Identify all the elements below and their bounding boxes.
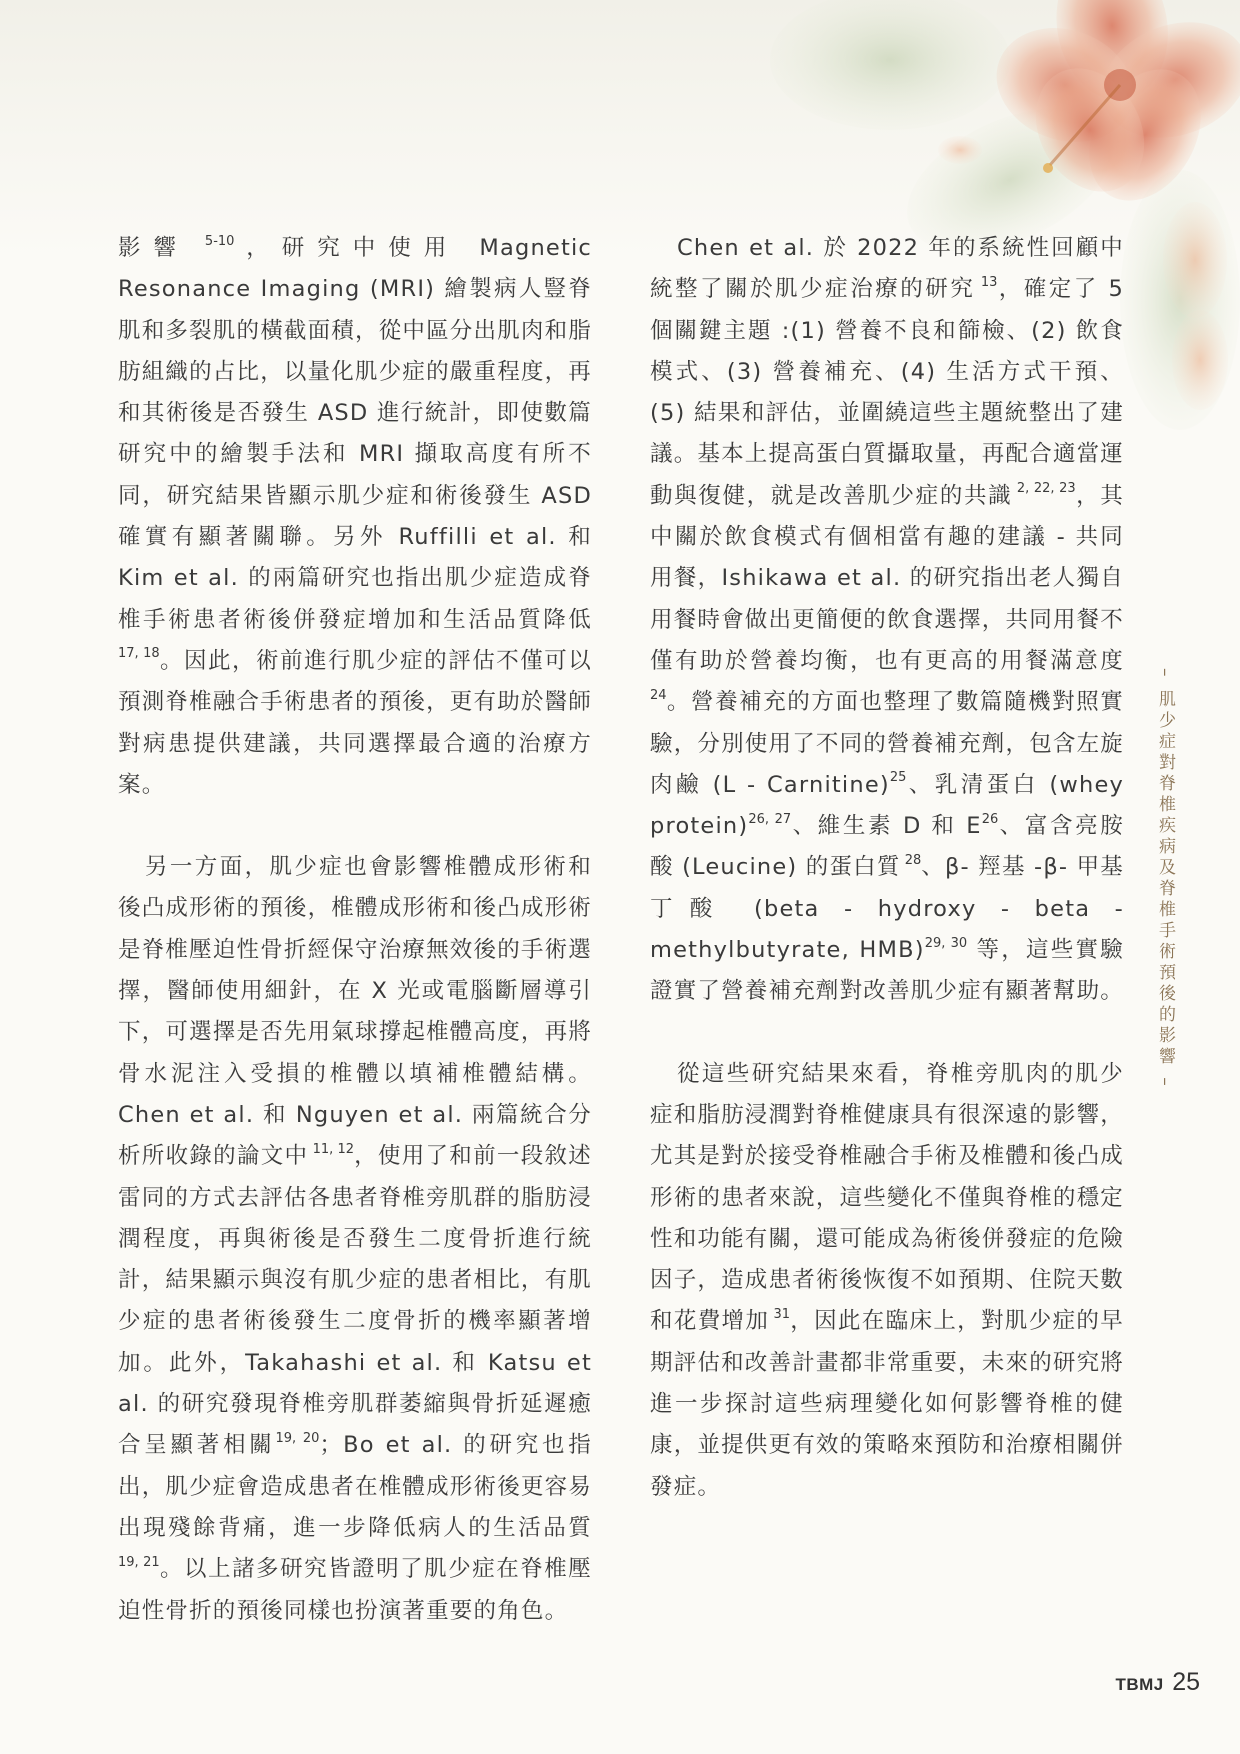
citation-superscript: 5-10: [189, 233, 235, 249]
citation-superscript: 26: [981, 811, 999, 827]
text-run: ，確定了 5 個關鍵主題 :(1) 營養不良和篩檢、(2) 飲食模式、(3) 營養補充、(4) 生活方式干預、(5) 結果和評估，並圍繞這些主題統整出了建議。基本上提高蛋白質攝取量，再配合適當運動與復健，就是改善肌少症的共識: [650, 276, 1125, 509]
citation-superscript: 31: [769, 1306, 791, 1322]
citation-superscript: 29, 30: [924, 935, 968, 951]
text-run: 。營養補充的方面也整理了數篇隨機對照實驗，分別使用了不同的營養補充劑，包含左旋肉鹼 (L - Carnitine): [650, 689, 1125, 798]
citation-superscript: 17, 18: [118, 646, 160, 662]
citation-superscript: 13: [975, 274, 998, 290]
page-footer: [1115, 1668, 1200, 1697]
text-run: 。以上諸多研究皆證明了肌少症在脊椎壓迫性骨折的預後同樣也扮演著重要的角色。: [118, 1556, 592, 1624]
paragraph-treatment-review: [650, 228, 1124, 1013]
citation-superscript: 28: [900, 852, 922, 868]
text-run: ，其中關於飲食模式有個相當有趣的建議 - 共同用餐，Ishikawa et al. 的研究指出老人獨自用餐時會做出更簡便的飲食選擇，共同用餐不僅有助於營養均衡，也有更高的用餐滿意度: [650, 482, 1125, 674]
paragraph-continuation: [118, 228, 592, 806]
text-run: 。因此，術前進行肌少症的評估不僅可以預測脊椎融合手術患者的預後，更有助於醫師對病患提供建議，共同選擇最合適的治療方案。: [118, 647, 593, 798]
left-column: [118, 228, 592, 1632]
text-run: 、維生素 D 和 E: [791, 813, 982, 840]
citation-superscript: 19, 20: [275, 1430, 320, 1446]
text-run: ，研究中使用 Magnetic Resonance Imaging (MRI) 繪製病人豎脊肌和多裂肌的橫截面積，從中區分出肌肉和脂肪組織的占比，以量化肌少症的嚴重程度，再和其術後是否發生 ASD 進行統計，即使數篇研究中的繪製手法和 MRI 擷取高度有所不同，研究結果皆顯示肌少症和術後發生 ASD 確實有顯著關聯。另外 Ruffilli et al. 和 Kim et al. 的兩篇研究也指出肌少症造成脊椎手術患者術後併發症增加和生活品質降低: [118, 235, 593, 633]
citation-superscript: 2, 22, 23: [1012, 481, 1076, 497]
text-run: Chen et al. 於 2022 年的系統性回顧中統整了關於肌少症治療的研究: [650, 235, 1124, 303]
text-run: 等，這些實驗證實了營養補充劑對改善肌少症有顯著幫助。: [650, 937, 1125, 1005]
text-run: ，因此在臨床上，對肌少症的早期評估和改善計畫都非常重要，未來的研究將進一步探討這些病理變化如何影響脊椎的健康，並提供更有效的策略來預防和治療相關併發症。: [650, 1308, 1125, 1500]
text-run: ；Bo et al. 的研究也指出，肌少症會造成患者在椎體成形術後更容易出現殘餘背痛，進一步降低病人的生活品質: [118, 1432, 593, 1541]
citation-superscript: 25: [889, 770, 907, 786]
paragraph-conclusion: [650, 1054, 1124, 1508]
citation-superscript: 11, 12: [308, 1141, 355, 1157]
text-run: 從這些研究結果來看，脊椎旁肌肉的肌少症和脂肪浸潤對脊椎健康具有很深遠的影響，尤其是對於接受脊椎融合手術及椎體和後凸成形術的患者來說，這些變化不僅與脊椎的穩定性和功能有關，還可能成為術後併發症的危險因子，造成患者術後恢復不如預期、住院天數和花費增加: [650, 1060, 1125, 1335]
page-number: 25: [1172, 1668, 1200, 1696]
text-run: 、富含亮胺酸 (Leucine) 的蛋白質: [650, 813, 1124, 881]
citation-superscript: 26, 27: [748, 811, 792, 827]
text-run: 另一方面，肌少症也會影響椎體成形術和後凸成形術的預後，椎體成形術和後凸成形術是脊椎壓迫性骨折經保守治療無效後的手術選擇，醫師使用細針，在 X 光或電腦斷層導引下，可選擇是否先用氣球撐起椎體高度，再將骨水泥注入受損的椎體以填補椎體結構。Chen et al. 和 Nguyen et al. 兩篇統合分析所收錄的論文中: [118, 854, 593, 1170]
text-run: 影響: [118, 235, 189, 261]
article-body: [118, 228, 1124, 1628]
text-run: 、β- 羥基 -β- 甲基丁酸 (beta - hydroxy - beta - methylbutyrate, HMB): [650, 854, 1124, 964]
paragraph-vertebroplasty: [118, 847, 592, 1632]
text-run: 、乳清蛋白 (whey protein): [650, 771, 1125, 840]
citation-superscript: 19, 21: [118, 1554, 160, 1570]
running-side-title: – 肌少症對脊椎疾病及脊椎手術預後的影響 –: [1155, 668, 1175, 1090]
journal-name: TBMJ: [1115, 1675, 1164, 1694]
text-run: ，使用了和前一段敘述雷同的方式去評估各患者脊椎旁肌群的脂肪浸潤程度，再與術後是否發生二度骨折進行統計，結果顯示與沒有肌少症的患者相比，有肌少症的患者術後發生二度骨折的機率顯著增加。此外，Takahashi et al. 和 Katsu et al. 的研究發現脊椎旁肌群萎縮與骨折延遲癒合呈顯著相關: [118, 1143, 593, 1459]
citation-superscript: 24: [650, 687, 667, 703]
right-column: [650, 228, 1124, 1508]
